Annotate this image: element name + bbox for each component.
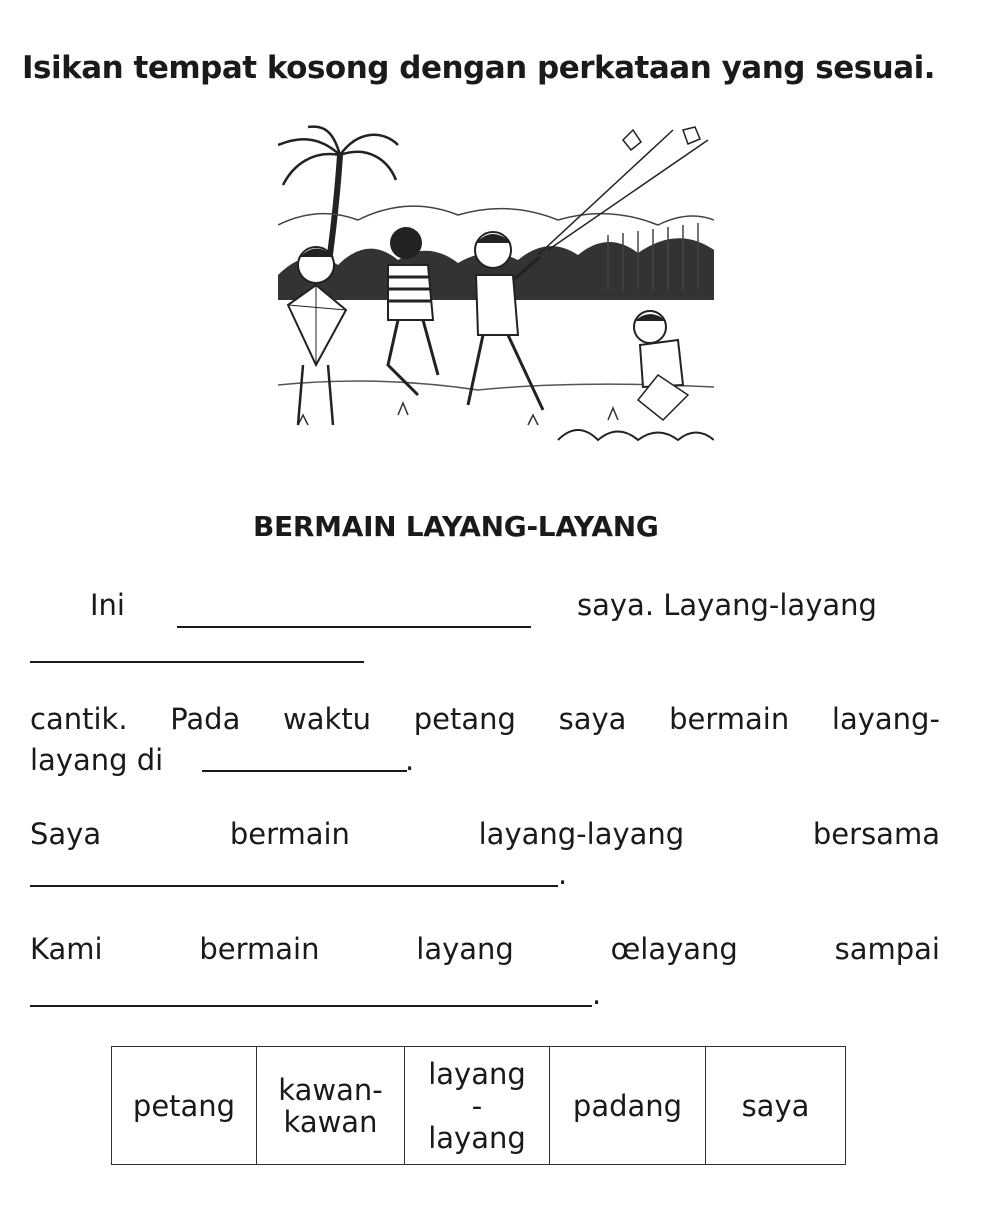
- sentence-end: .: [592, 977, 602, 1011]
- word: layang: [416, 932, 514, 966]
- word: Pada: [170, 702, 241, 736]
- sentence-start: layang di: [30, 743, 164, 777]
- sentence-start: Ini: [90, 588, 125, 622]
- answer-blank-4[interactable]: [30, 885, 558, 887]
- kite-flying-illustration: [278, 125, 714, 447]
- word-bank-text: petang: [132, 1088, 236, 1123]
- sentence-line: [30, 702, 940, 736]
- word: bermain: [199, 932, 320, 966]
- word-bank-cell: [706, 1047, 846, 1165]
- word-bank-text: kawan-: [278, 1072, 383, 1107]
- answer-blank-2[interactable]: [30, 661, 364, 663]
- word: Saya: [30, 817, 102, 851]
- word: layang-layang: [478, 817, 685, 851]
- sentence-end: .: [405, 743, 415, 777]
- word-bank-cell: [405, 1047, 550, 1165]
- sentence-line: [30, 932, 940, 966]
- answer-blank-5[interactable]: [30, 1005, 592, 1007]
- word-bank-text: kawan: [283, 1104, 378, 1139]
- word: bermain: [669, 702, 790, 736]
- word: sampai: [834, 932, 940, 966]
- word: petang: [413, 702, 516, 736]
- word: waktu: [283, 702, 372, 736]
- sentence-end: saya. Layang-layang: [577, 588, 877, 622]
- word: saya: [558, 702, 627, 736]
- word: œlayang: [610, 932, 738, 966]
- word: bersama: [812, 817, 940, 851]
- word-bank-text: -: [471, 1088, 483, 1123]
- word-bank-text: padang: [572, 1088, 683, 1123]
- word: layang-: [831, 702, 940, 736]
- answer-blank-3[interactable]: [202, 770, 407, 772]
- instruction-text: Isikan tempat kosong dengan perkataan yang sesuai.: [22, 50, 936, 86]
- word-bank-text: saya: [741, 1088, 810, 1123]
- word: cantik.: [30, 702, 128, 736]
- word: Kami: [30, 932, 103, 966]
- sentence-end: .: [558, 857, 568, 891]
- word-bank-table: [111, 1046, 846, 1165]
- passage-title: BERMAIN LAYANG-LAYANG: [253, 510, 659, 543]
- word: bermain: [229, 817, 350, 851]
- word-bank-cell: [112, 1047, 257, 1165]
- word-bank-cell: [257, 1047, 405, 1165]
- word-bank-cell: [550, 1047, 706, 1165]
- sentence-line: [30, 817, 940, 851]
- word-bank-text: layang: [428, 1056, 526, 1091]
- answer-blank-1[interactable]: [177, 626, 531, 628]
- word-bank-text: layang: [428, 1120, 526, 1155]
